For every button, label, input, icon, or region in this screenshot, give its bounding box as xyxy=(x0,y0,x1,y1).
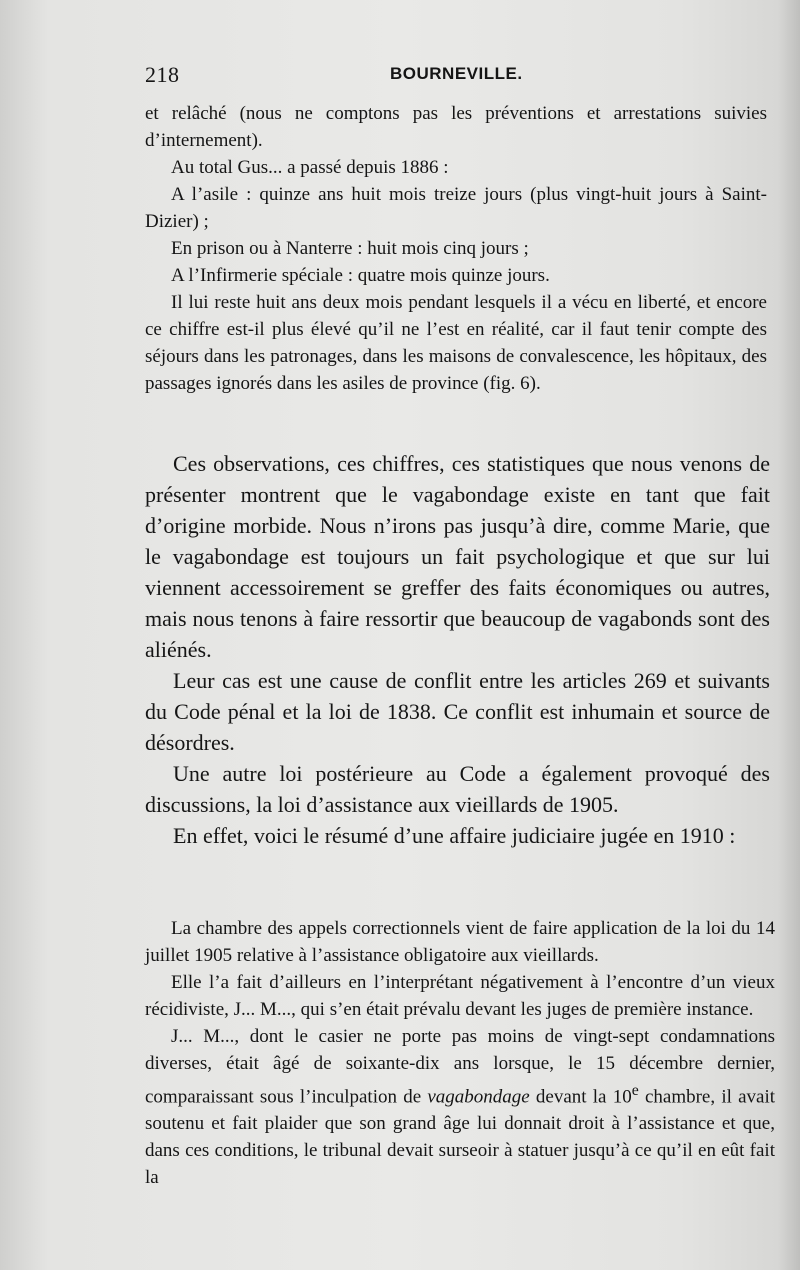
page-edge-shadow xyxy=(778,0,800,1270)
text-paragraph xyxy=(145,1023,775,1191)
text-run: devant la 10 xyxy=(529,1086,632,1108)
text-line: En prison ou à Nanterre : huit mois cinq jours ; xyxy=(171,238,529,259)
quoted-block xyxy=(145,915,775,1191)
emphasized-text: vagabondage xyxy=(427,1086,530,1108)
text-paragraph: La chambre des appels correctionnels vient de faire application de la loi du 14 juillet 1905 relative à l’assistance obligatoire aux vieillards. xyxy=(145,918,775,966)
page-number: 218 xyxy=(145,62,180,87)
text-line: A l’asile : quinze ans huit mois treize jours (plus vingt-huit jours à Saint-Dizier) ; xyxy=(145,184,767,232)
page-header xyxy=(145,62,765,90)
text-paragraph: En effet, voici le résumé d’une affaire judiciaire jugée en 1910 : xyxy=(173,823,736,848)
text-run: J... M..., dont le casier ne porte pas moins de vingt-sept condamnations diverses, était âgé de soixante-dix ans lorsque, le 15 décembre dernier, comparaissant sous l’inculpation de xyxy=(145,1026,775,1108)
case-summary-block xyxy=(145,100,767,397)
running-head: BOURNEVILLE. xyxy=(390,64,523,83)
main-text-block xyxy=(145,448,770,851)
text-paragraph: Une autre loi postérieure au Code a également provoqué des discussions, la loi d’assistance aux vieillards de 1905. xyxy=(145,761,770,817)
text-paragraph: Il lui reste huit ans deux mois pendant lesquels il a vécu en liberté, et encore ce chiffre est-il plus élevé qu’il ne l’est en réalité, car il faut tenir compte des séjours dans les patronages, dans les maisons de convalescence, les hôpitaux, des passages ignorés dans les asiles de province (fig. 6). xyxy=(145,292,767,394)
text-run: chambre, il avait soutenu et fait plaider que son grand âge lui donnait droit à l’assistance et que, dans ces conditions, le tribunal devait surseoir à statuer jusqu’à ce qu’il en eût fait la xyxy=(145,1086,776,1189)
text-paragraph: Elle l’a fait d’ailleurs en l’interprétant négativement à l’encontre d’un vieux récidiviste, J... M..., qui s’en était prévalu devant les juges de première instance. xyxy=(145,972,775,1020)
text-paragraph: Ces observations, ces chiffres, ces statistiques que nous venons de présenter montrent que le vagabondage existe en tant que fait d’origine morbide. Nous n’irons pas jusqu’à dire, comme Marie, que le vagabondage est toujours un fait psychologique et que sur lui viennent accessoirement se greffer des faits économiques ou autres, mais nous tenons à faire ressortir que beaucoup de vagabonds sont des aliénés. xyxy=(145,451,770,662)
text-paragraph: Leur cas est une cause de conflit entre les articles 269 et suivants du Code pénal et la loi de 1838. Ce conflit est inhumain et source de désordres. xyxy=(145,668,770,755)
text-line: A l’Infirmerie spéciale : quatre mois quinze jours. xyxy=(171,265,550,286)
text-line: et relâché (nous ne comptons pas les préventions et arrestations suivies d’internement). xyxy=(145,103,767,151)
superscript-text: e xyxy=(631,1082,639,1099)
text-line: Au total Gus... a passé depuis 1886 : xyxy=(171,157,449,178)
